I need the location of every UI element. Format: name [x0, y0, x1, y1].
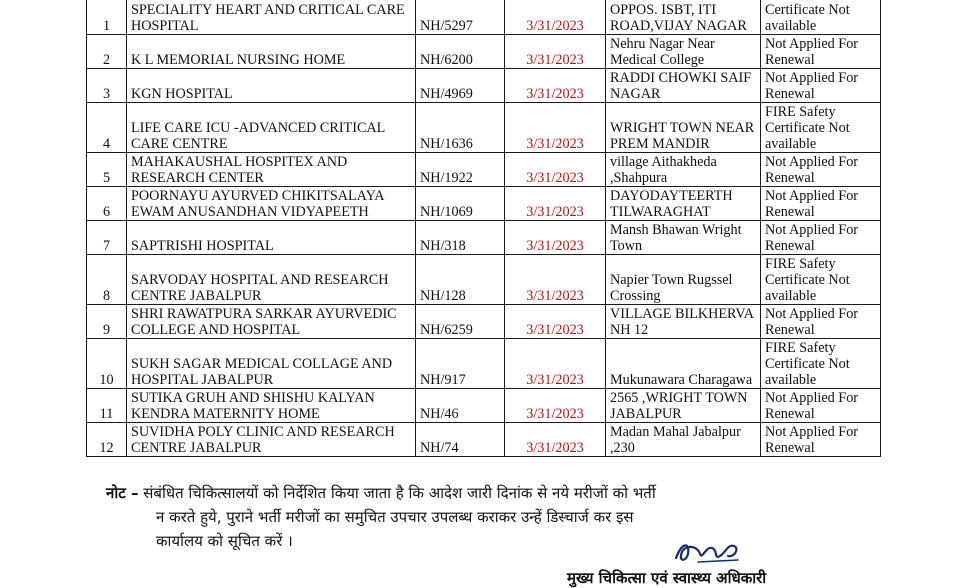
- renewal-status: [761, 423, 881, 457]
- hospital-address-text: RADDI CHOWKI SAIF NAGAR: [610, 70, 752, 102]
- hospital-address-text: Mansh Bhawan Wright Town: [610, 222, 742, 254]
- expiry-date-text: 3/31/2023: [526, 372, 584, 388]
- row-number: [87, 305, 127, 339]
- registration-number-text: NH/6200: [420, 52, 473, 68]
- registration-number-text: NH/1069: [420, 204, 473, 220]
- registration-number-text: NH/318: [420, 238, 466, 254]
- row-number: [87, 103, 127, 153]
- hospital-name-text: K L MEMORIAL NURSING HOME: [131, 52, 346, 68]
- hospital-name-text: SUVIDHA POLY CLINIC AND RESEARCH CENTRE JABALPUR: [131, 424, 395, 456]
- row-number: [87, 339, 127, 389]
- hospital-name: [127, 187, 416, 221]
- hospital-name-text: SARVODAY HOSPITAL AND RESEARCH CENTRE JABALPUR: [131, 272, 389, 304]
- registration-number-text: NH/5297: [420, 18, 473, 34]
- registration-number: [416, 187, 505, 221]
- note-line-3: कार्यालय को सूचित करें ।: [156, 532, 293, 550]
- hospital-name: [127, 153, 416, 187]
- expiry-date-text: 3/31/2023: [526, 238, 584, 254]
- renewal-status: [761, 255, 881, 305]
- table-row: [87, 389, 881, 423]
- expiry-date-text: 3/31/2023: [526, 136, 584, 152]
- note-paragraph: [106, 481, 876, 553]
- hospital-address: [606, 255, 761, 305]
- table-row: [87, 423, 881, 457]
- expiry-date: [505, 255, 606, 305]
- row-number-text: 7: [102, 238, 111, 254]
- renewal-status: [761, 187, 881, 221]
- note-text-1: संबंधित चिकित्सालयों को निर्देशित किया जाता है कि आदेश जारी दिनांक से नये मरीजों को भर्ती: [143, 484, 656, 502]
- registration-number: [416, 339, 505, 389]
- expiry-date: [505, 305, 606, 339]
- expiry-date: [505, 69, 606, 103]
- hospital-address: [606, 423, 761, 457]
- hospital-address-text: DAYODAYTEERTH TILWARAGHAT: [610, 188, 733, 220]
- row-number: [87, 69, 127, 103]
- row-number: [87, 389, 127, 423]
- expiry-date-text: 3/31/2023: [526, 288, 584, 304]
- expiry-date-text: 3/31/2023: [526, 18, 584, 34]
- renewal-status-text: FIRE Safety Certificate Not available: [765, 256, 850, 304]
- renewal-status-text: Not Applied For Renewal: [765, 424, 859, 456]
- hospital-name-text: SUTIKA GRUH AND SHISHU KALYAN KENDRA MATERNITY HOME: [131, 390, 375, 422]
- renewal-status-text: Not Applied For Renewal: [765, 390, 859, 422]
- expiry-date-text: 3/31/2023: [526, 440, 584, 456]
- expiry-date: [505, 423, 606, 457]
- hospital-name-text: POORNAYU AYURVED CHIKITSALAYA EWAM ANUSANDHAN VIDYAPEETH: [131, 188, 384, 220]
- registration-number: [416, 389, 505, 423]
- table-row: [87, 103, 881, 153]
- registration-number-text: NH/74: [420, 440, 459, 456]
- hospital-address-text: VILLAGE BILKHERVA NH 12: [610, 306, 754, 338]
- hospital-name: [127, 35, 416, 69]
- hospital-address-text: Napier Town Rugssel Crossing: [610, 272, 733, 304]
- renewal-status: [761, 103, 881, 153]
- hospital-name: [127, 389, 416, 423]
- expiry-date: [505, 35, 606, 69]
- renewal-status: [761, 305, 881, 339]
- table-row: [87, 221, 881, 255]
- expiry-date-text: 3/31/2023: [526, 170, 584, 186]
- expiry-date-text: 3/31/2023: [526, 86, 584, 102]
- row-number: [87, 0, 127, 35]
- row-number-text: 6: [102, 204, 111, 220]
- note-lead: नोट –: [106, 484, 139, 502]
- registration-number: [416, 255, 505, 305]
- registration-number: [416, 103, 505, 153]
- note-line-1: [106, 481, 876, 505]
- table-row: [87, 35, 881, 69]
- renewal-status-text: Certificate Not available: [765, 2, 850, 34]
- hospital-name: [127, 221, 416, 255]
- registration-number: [416, 69, 505, 103]
- row-number-text: 1: [102, 18, 111, 34]
- renewal-status-text: Not Applied For Renewal: [765, 188, 859, 220]
- hospital-address: [606, 389, 761, 423]
- hospital-address: [606, 0, 761, 35]
- renewal-status-text: Not Applied For Renewal: [765, 306, 859, 338]
- row-number: [87, 255, 127, 305]
- registration-number-text: NH/4969: [420, 86, 473, 102]
- registration-number-text: NH/6259: [420, 322, 473, 338]
- hospital-name-text: SAPTRISHI HOSPITAL: [131, 238, 274, 254]
- row-number-text: 11: [99, 406, 114, 422]
- hospital-name: [127, 103, 416, 153]
- signature-image: [668, 532, 758, 572]
- registration-number-text: NH/917: [420, 372, 466, 388]
- expiry-date-text: 3/31/2023: [526, 406, 584, 422]
- table-row: [87, 187, 881, 221]
- hospital-name: [127, 69, 416, 103]
- table-row: [87, 0, 881, 35]
- registration-number-text: NH/128: [420, 288, 466, 304]
- hospital-address-text: 2565 ,WRIGHT TOWN JABALPUR: [610, 390, 748, 422]
- hospital-name: [127, 423, 416, 457]
- table-row: [87, 69, 881, 103]
- hospital-name-text: SUKH SAGAR MEDICAL COLLAGE AND HOSPITAL JABALPUR: [131, 356, 393, 388]
- table-row: [87, 305, 881, 339]
- expiry-date: [505, 103, 606, 153]
- expiry-date: [505, 0, 606, 35]
- table-row: [87, 153, 881, 187]
- expiry-date-text: 3/31/2023: [526, 204, 584, 220]
- hospital-address: [606, 35, 761, 69]
- hospital-address: [606, 339, 761, 389]
- table-row: [87, 255, 881, 305]
- renewal-status: [761, 339, 881, 389]
- row-number-text: 2: [102, 52, 111, 68]
- row-number: [87, 35, 127, 69]
- renewal-status: [761, 389, 881, 423]
- renewal-status: [761, 0, 881, 35]
- renewal-status: [761, 35, 881, 69]
- row-number-text: 10: [99, 372, 114, 388]
- hospital-name-text: MAHAKAUSHAL HOSPITEX AND RESEARCH CENTER: [131, 154, 348, 186]
- hospital-address-text: Nehru Nagar Near Medical College: [610, 36, 715, 68]
- registration-number: [416, 35, 505, 69]
- expiry-date: [505, 339, 606, 389]
- row-number-text: 4: [102, 136, 111, 152]
- renewal-status-text: Not Applied For Renewal: [765, 70, 859, 102]
- hospital-address: [606, 69, 761, 103]
- registration-number: [416, 305, 505, 339]
- expiry-date: [505, 221, 606, 255]
- hospital-address-text: WRIGHT TOWN NEAR PREM MANDIR: [610, 120, 755, 152]
- hospital-name-text: SPECIALITY HEART AND CRITICAL CARE HOSPITAL: [131, 2, 405, 34]
- officer-designation: मुख्य चिकित्सा एवं स्वास्थ्य अधिकारी: [567, 569, 767, 587]
- renewal-status-text: Not Applied For Renewal: [765, 222, 859, 254]
- registration-number-text: NH/1636: [420, 136, 473, 152]
- table-row: [87, 339, 881, 389]
- hospital-name-text: KGN HOSPITAL: [131, 86, 233, 102]
- row-number-text: 12: [99, 440, 114, 456]
- row-number-text: 3: [102, 86, 111, 102]
- row-number-text: 5: [102, 170, 111, 186]
- registration-number-text: NH/46: [420, 406, 459, 422]
- hospital-address: [606, 221, 761, 255]
- renewal-status-text: Not Applied For Renewal: [765, 36, 859, 68]
- hospital-name-text: SHRI RAWATPURA SARKAR AYURVEDIC COLLEGE AND HOSPITAL: [131, 306, 397, 338]
- hospital-address-text: OPPOS. ISBT, ITI ROAD,VIJAY NAGAR: [610, 2, 747, 34]
- expiry-date-text: 3/31/2023: [526, 322, 584, 338]
- renewal-status-text: FIRE Safety Certificate Not available: [765, 104, 850, 152]
- registration-number: [416, 221, 505, 255]
- renewal-status-text: Not Applied For Renewal: [765, 154, 859, 186]
- hospital-name-text: LIFE CARE ICU -ADVANCED CRITICAL CARE CENTRE: [131, 120, 385, 152]
- hospital-table: [86, 0, 881, 457]
- renewal-status: [761, 153, 881, 187]
- registration-number: [416, 423, 505, 457]
- row-number-text: 8: [102, 288, 111, 304]
- row-number: [87, 423, 127, 457]
- hospital-name: [127, 305, 416, 339]
- hospital-address-text: Mukunawara Charagawa: [610, 372, 753, 388]
- row-number: [87, 221, 127, 255]
- hospital-name: [127, 255, 416, 305]
- hospital-name: [127, 0, 416, 35]
- registration-number: [416, 0, 505, 35]
- row-number: [87, 153, 127, 187]
- hospital-address-text: village Aithakheda ,Shahpura: [610, 154, 717, 186]
- registration-number-text: NH/1922: [420, 170, 473, 186]
- renewal-status: [761, 221, 881, 255]
- expiry-date: [505, 187, 606, 221]
- expiry-date: [505, 389, 606, 423]
- hospital-address: [606, 103, 761, 153]
- row-number-text: 9: [102, 322, 111, 338]
- hospital-name: [127, 339, 416, 389]
- expiry-date: [505, 153, 606, 187]
- hospital-table-body: [87, 0, 881, 457]
- hospital-address-text: Madan Mahal Jabalpur ,230: [610, 424, 741, 456]
- hospital-address: [606, 153, 761, 187]
- registration-number: [416, 153, 505, 187]
- renewal-status-text: FIRE Safety Certificate Not available: [765, 340, 850, 388]
- renewal-status: [761, 69, 881, 103]
- row-number: [87, 187, 127, 221]
- note-line-2: न करते हुये, पुराने भर्ती मरीजों का समुचित उपचार उपलब्ध कराकर उन्हें डिस्चार्ज कर इस: [156, 508, 634, 526]
- hospital-address: [606, 187, 761, 221]
- expiry-date-text: 3/31/2023: [526, 52, 584, 68]
- hospital-address: [606, 305, 761, 339]
